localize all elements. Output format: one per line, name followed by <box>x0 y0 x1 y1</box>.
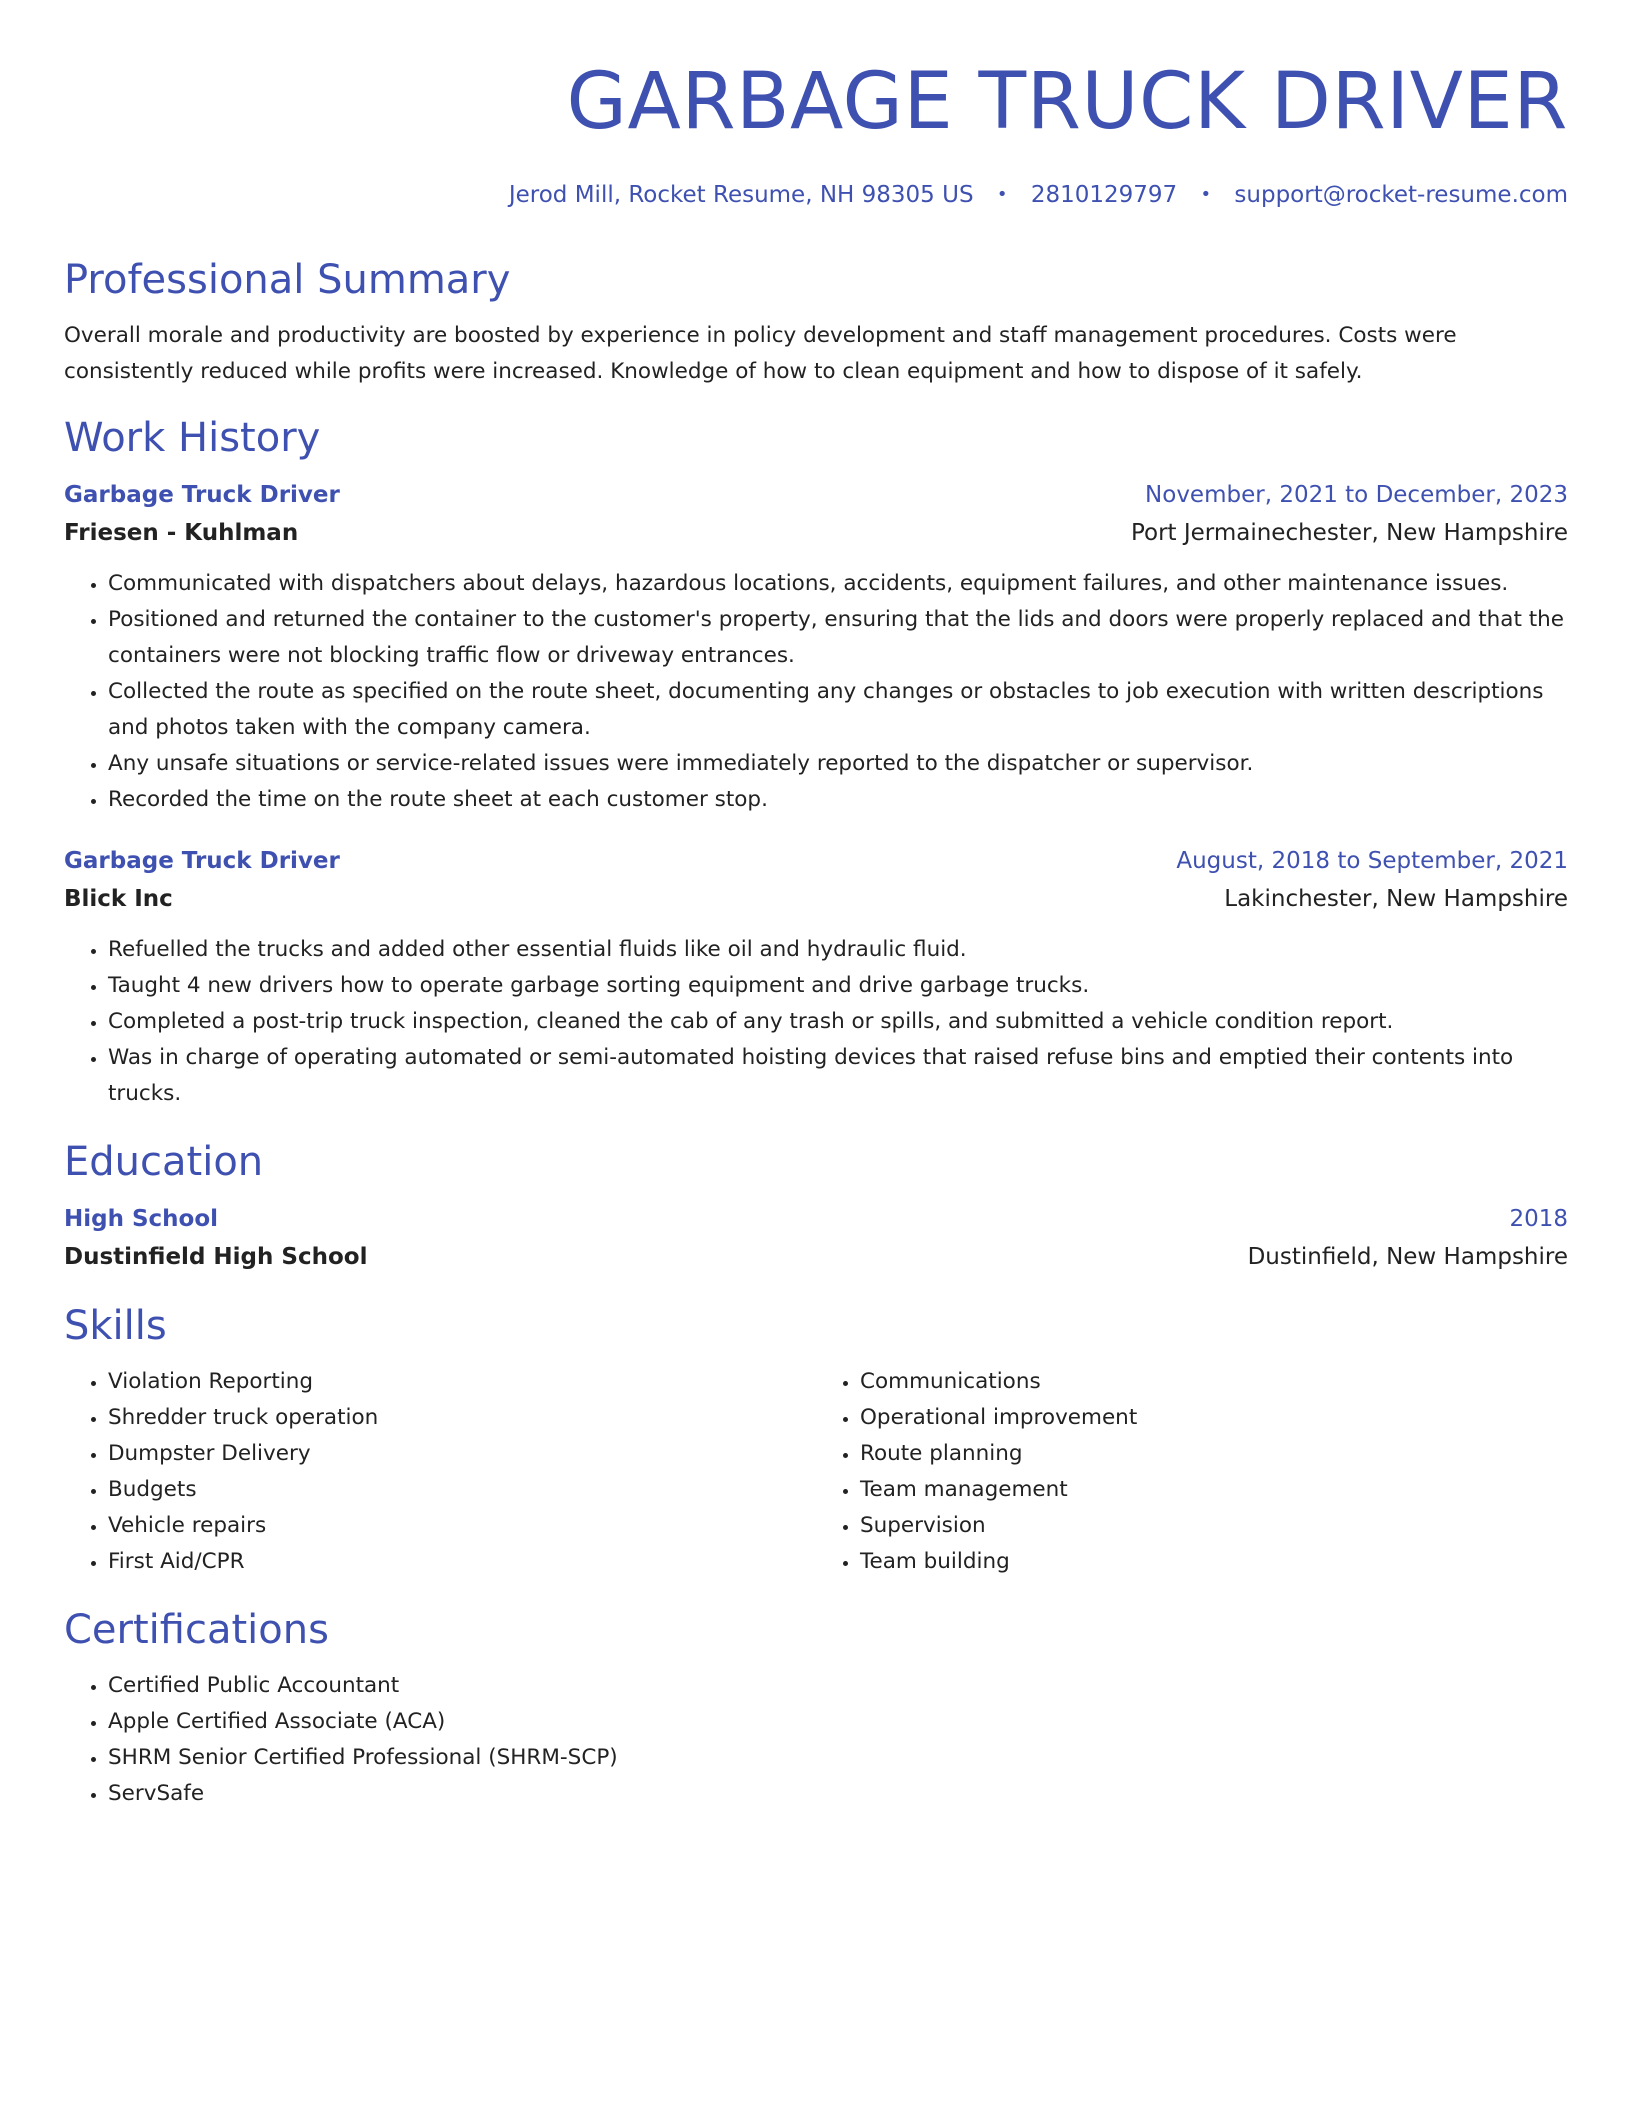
job-bullet: • Taught 4 new drivers how to operate garbage sorting equipment and drive garbage trucks. <box>108 968 1568 1004</box>
job-company: Blick Inc <box>64 886 173 912</box>
skill-item: • Communications <box>860 1364 1568 1400</box>
job-title: Garbage Truck Driver <box>64 848 340 874</box>
job-title: Garbage Truck Driver <box>64 482 340 508</box>
skill-item: • Operational improvement <box>860 1400 1568 1436</box>
work-history-heading: Work History <box>64 415 321 461</box>
summary-section <box>64 254 1568 390</box>
summary-text: Overall morale and productivity are boosted by experience in policy development and staff management procedures. Costs were consistently reduced while profits were increased. Knowledge of how to clean equipment and how to dispose of it safely. <box>64 323 1457 384</box>
education-location: Dustinfield, New Hampshire <box>1247 1244 1568 1270</box>
job-bullet: • Any unsafe situations or service-related issues were immediately reported to the dispatcher or supervisor. <box>108 746 1568 782</box>
job-bullet: • Communicated with dispatchers about delays, hazardous locations, accidents, equipment failures, and other maintenance issues. <box>108 566 1568 602</box>
job-bullet: • Completed a post-trip truck inspection, cleaned the cab of any trash or spills, and submitted a vehicle condition report. <box>108 1004 1568 1040</box>
job-dates: August, 2018 to September, 2021 <box>1176 848 1568 874</box>
education-school-row <box>64 1238 1568 1276</box>
job-company-row <box>64 514 1568 552</box>
job-bullet: • Refuelled the trucks and added other essential fluids like oil and hydraulic fluid. <box>108 932 1568 968</box>
skill-item: • Route planning <box>860 1436 1568 1472</box>
certification-item: • Certified Public Accountant <box>108 1668 1568 1704</box>
job-bullet: • Collected the route as specified on the route sheet, documenting any changes or obstacles to job execution with written descriptions and photos taken with the company camera. <box>108 674 1568 746</box>
skills-list-right <box>816 1364 1568 1580</box>
skills-section <box>64 1300 1568 1580</box>
certification-item: • Apple Certified Associate (ACA) <box>108 1704 1568 1740</box>
skill-item: • Shredder truck operation <box>108 1400 816 1436</box>
contact-separator: • <box>996 184 1008 205</box>
job-bullet-list <box>64 566 1568 818</box>
skill-item: • Team building <box>860 1544 1568 1580</box>
skill-item: • Violation Reporting <box>108 1364 816 1400</box>
skill-item: • Vehicle repairs <box>108 1508 816 1544</box>
certification-item: • SHRM Senior Certified Professional (SHRM-SCP) <box>108 1740 1568 1776</box>
contact-address: Jerod Mill, Rocket Resume, NH 98305 US <box>508 182 974 208</box>
skills-columns <box>64 1364 1568 1580</box>
skill-item: • Team management <box>860 1472 1568 1508</box>
education-entry <box>64 1200 1568 1276</box>
education-section <box>64 1136 1568 1276</box>
skill-item: • Dumpster Delivery <box>108 1436 816 1472</box>
resume-title: GARBAGE TRUCK DRIVER <box>566 57 1568 147</box>
education-degree: High School <box>64 1206 219 1232</box>
job-company-row <box>64 880 1568 918</box>
skill-item: • Budgets <box>108 1472 816 1508</box>
job-bullet: • Positioned and returned the container to the customer's property, ensuring that the lids and doors were properly replaced and that the containers were not blocking traffic flow or driveway entrances. <box>108 602 1568 674</box>
skills-list-left <box>64 1364 816 1580</box>
job-dates: November, 2021 to December, 2023 <box>1145 482 1568 508</box>
skill-item: • First Aid/CPR <box>108 1544 816 1580</box>
education-heading: Education <box>64 1139 264 1185</box>
contact-phone: 2810129797 <box>1030 182 1178 208</box>
certifications-list <box>64 1668 1568 1812</box>
contact-separator: • <box>1200 184 1212 205</box>
job-bullet: • Recorded the time on the route sheet at each customer stop. <box>108 782 1568 818</box>
summary-heading: Professional Summary <box>64 257 511 303</box>
work-history-section <box>64 412 1568 1112</box>
job-location: Port Jermainechester, New Hampshire <box>1130 520 1568 546</box>
skills-heading: Skills <box>64 1303 167 1349</box>
job-entry <box>64 842 1568 1112</box>
education-header-row <box>64 1200 1568 1238</box>
job-bullet: • Was in charge of operating automated or semi-automated hoisting devices that raised refuse bins and emptied their contents into trucks. <box>108 1040 1568 1112</box>
skill-item: • Supervision <box>860 1508 1568 1544</box>
certifications-heading: Certifications <box>64 1607 329 1653</box>
contact-email[interactable]: support@rocket-resume.com <box>1234 182 1568 208</box>
job-location: Lakinchester, New Hampshire <box>1224 886 1568 912</box>
job-header-row <box>64 476 1568 514</box>
job-bullet-list <box>64 932 1568 1112</box>
education-year: 2018 <box>1509 1206 1568 1232</box>
job-entry <box>64 476 1568 818</box>
job-company: Friesen - Kuhlman <box>64 520 299 546</box>
education-school: Dustinfield High School <box>64 1244 368 1270</box>
job-header-row <box>64 842 1568 880</box>
certification-item: • ServSafe <box>108 1776 1568 1812</box>
contact-line <box>64 178 1568 212</box>
certifications-section <box>64 1604 1568 1812</box>
